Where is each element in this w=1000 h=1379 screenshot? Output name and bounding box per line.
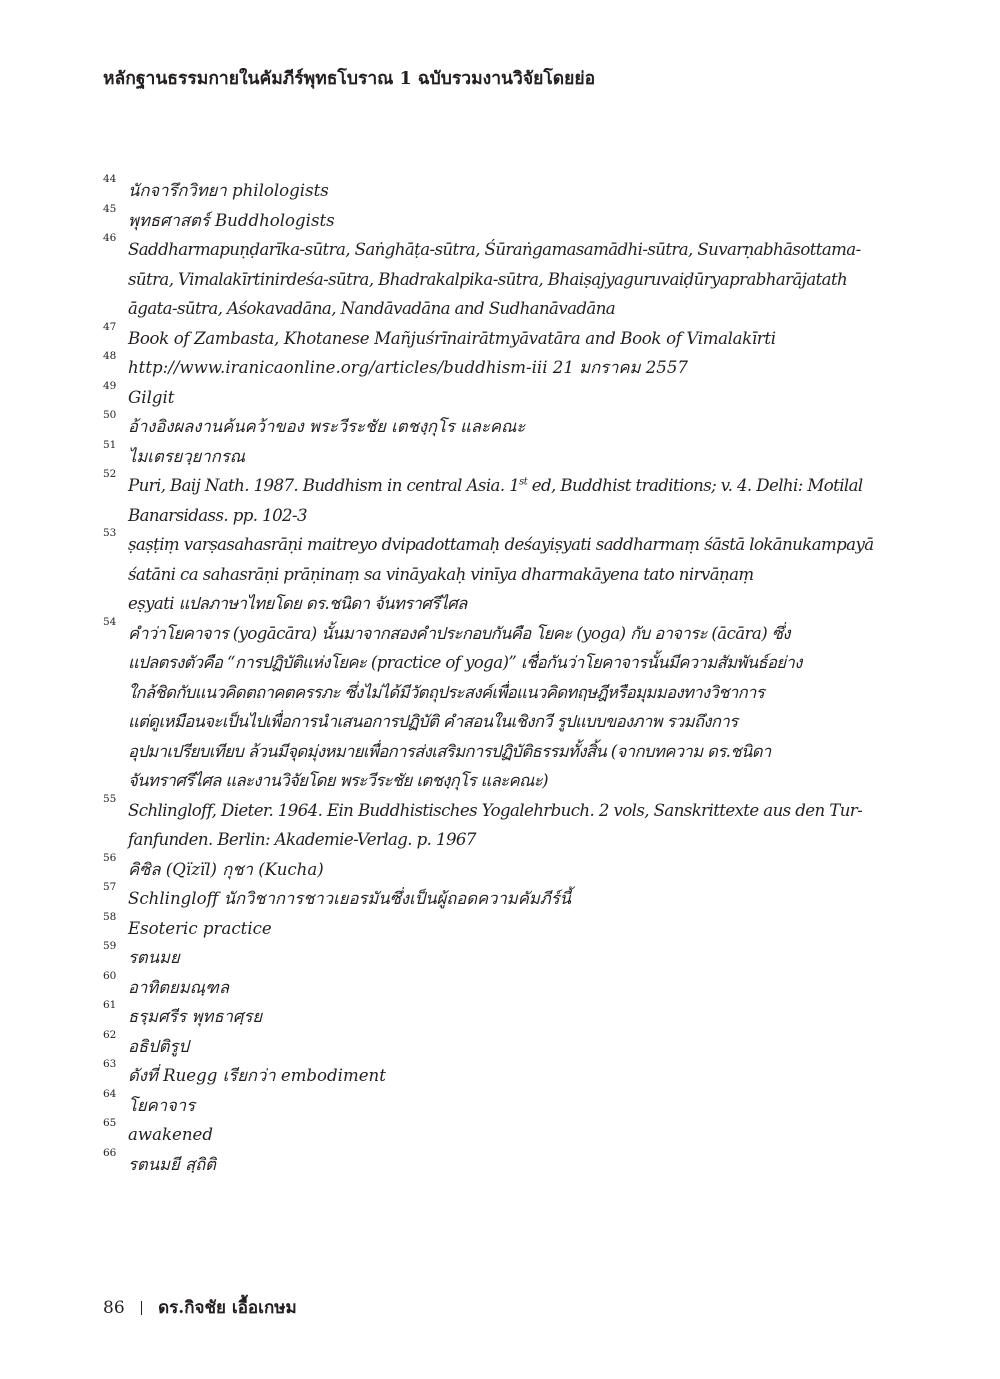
footnote-number: 45 xyxy=(103,202,117,215)
page-footer xyxy=(103,1294,297,1321)
footnote-line xyxy=(128,471,865,501)
footnote-line: ไมเตรยวฺยากรณ xyxy=(128,446,246,466)
footnote-line: อธิปติรูป xyxy=(128,1036,189,1056)
footnote-45 xyxy=(103,202,865,236)
footnote-48 xyxy=(103,350,865,383)
footnotes-list xyxy=(103,173,874,1179)
footer-divider xyxy=(141,1301,143,1315)
footnote-56 xyxy=(103,851,865,885)
footnote-number: 48 xyxy=(103,350,117,362)
footnote-52 xyxy=(103,468,865,530)
footnote-54 xyxy=(103,615,865,796)
footnote-text: Puri, Baij Nath. 1987. Buddhism in central Asia. 1 xyxy=(128,476,520,495)
footnote-line: sūtra, Vimalakīrtinirdeśa-sūtra, Bhadrakalpika-sūtra, Bhaiṣajyaguruvaiḍūryaprabharājatath xyxy=(128,269,848,289)
footnote-53 xyxy=(103,527,874,619)
footnote-51 xyxy=(103,438,865,472)
footnote-number: 64 xyxy=(103,1087,117,1100)
footnote-60 xyxy=(103,969,865,1003)
footnote-line: Esoteric practice xyxy=(128,918,272,938)
footnote-46 xyxy=(103,232,865,324)
footnote-line: Saddharmapuṇḍarīka-sūtra, Saṅghāṭa-sūtra, Śūraṅgamasamādhi-sūtra, Suvarṇabhāsottama- xyxy=(128,240,861,259)
footnote-number: 56 xyxy=(103,851,117,864)
footnote-number: 57 xyxy=(103,881,117,893)
footnote-number: 60 xyxy=(103,969,117,982)
footnote-line: ṣaṣṭiṃ varṣasahasrāṇi maitreyo dvipadottamaḥ deśayiṣyati saddharmaṃ śāstā lokānukampayā xyxy=(128,535,874,554)
footnote-number: 58 xyxy=(103,910,117,923)
footnote-line: นักจารึกวิทยา philologists xyxy=(128,181,329,200)
footnote-line: eṣyati แปลภาษาไทยโดย ดร.ชนิดา จันทราศรีไศล xyxy=(128,594,467,613)
footnote-line: รตนมย xyxy=(128,948,180,967)
footnote-66 xyxy=(103,1146,865,1180)
footnote-number: 46 xyxy=(103,232,117,244)
footnote-number: 54 xyxy=(103,615,117,628)
footnote-number: 63 xyxy=(103,1058,117,1070)
footnote-number: 53 xyxy=(103,527,117,539)
footnote-line: คิซิล (Qïzïl) กุชา (Kucha) xyxy=(128,859,324,879)
footnote-line: อุปมาเปรียบเทียบ ล้วนมีจุดมุ่งหมายเพื่อการส่งเสริมการปฏิบัติธรรมทั้งสิ้น (จากบทความ ดร.ชนิดา xyxy=(128,741,771,761)
footnote-line: Gilgit xyxy=(128,387,175,407)
running-header: หลักฐานธรรมกายในคัมภีร์พุทธโบราณ 1 ฉบับรวมงานวิจัยโดยย่อ xyxy=(103,69,596,89)
footnote-line: Schlingloff นักวิชาการชาวเยอรมันซึ่งเป็นผู้ถอดความคัมภีร์นี้ xyxy=(128,889,571,908)
footnote-line: awakened xyxy=(128,1125,213,1144)
footnote-49 xyxy=(103,379,865,413)
footnote-number: 47 xyxy=(103,320,117,333)
footnote-line: จันทราศรีไศล และงานวิจัยโดย พระวีระชัย เตชงฺกุโร และคณะ) xyxy=(128,771,548,790)
footnote-line: รตนมยี สฺถิติ xyxy=(128,1154,216,1174)
footnote-line: อ้างอิงผลงานค้นคว้าของ พระวีระชัย เตชงฺกุโร และคณะ xyxy=(128,417,526,436)
footnote-line: śatāni ca sahasrāṇi prāṇinaṃ sa vināyakaḥ vinīya dharmakāyena tato nirvāṇaṃ xyxy=(128,564,754,584)
footnote-number: 49 xyxy=(103,379,117,392)
footnote-number: 62 xyxy=(103,1028,117,1041)
footnote-59 xyxy=(103,940,865,973)
footnote-line: แต่ดูเหมือนจะเป็นไปเพื่อการนำเสนอการปฏิบัติ คำสอนในเชิงกวี รูปแบบของภาพ รวมถึงการ xyxy=(128,712,738,731)
footnote-line: Schlingloff, Dieter. 1964. Ein Buddhistisches Yogalehrbuch. 2 vols, Sanskrittexte aus den Tur- xyxy=(128,800,863,820)
footnote-line: ดังที่ Ruegg เรียกว่า embodiment xyxy=(128,1066,386,1085)
footnote-number: 50 xyxy=(103,409,117,421)
footnote-47 xyxy=(103,320,865,354)
footnote-number: 66 xyxy=(103,1146,117,1159)
footnote-line: Book of Zambasta, Khotanese Mañjuśrīnairātmyāvatāra and Book of Vimalakīrti xyxy=(128,328,776,348)
footnote-number: 52 xyxy=(103,468,117,480)
ordinal-suffix: st xyxy=(519,476,528,488)
footnote-58 xyxy=(103,910,865,944)
footnote-line: fanfunden. Berlin: Akademie-Verlag. p. 1967 xyxy=(128,830,476,849)
footnote-number: 59 xyxy=(103,940,117,952)
footnote-line: ธรฺมศรีร พุทธาศฺรย xyxy=(128,1007,263,1026)
footnote-65 xyxy=(103,1117,865,1150)
footnote-line: โยคาจาร xyxy=(128,1095,196,1115)
footnote-number: 55 xyxy=(103,792,117,805)
footnote-61 xyxy=(103,999,865,1032)
footnote-number: 44 xyxy=(103,173,117,185)
footnote-57 xyxy=(103,881,865,914)
footnote-44 xyxy=(103,173,865,206)
footnote-62 xyxy=(103,1028,865,1062)
footnote-50 xyxy=(103,409,865,442)
footnote-number: 51 xyxy=(103,438,117,451)
footnote-line: แปลตรงตัวคือ “การปฏิบัติแห่งโยคะ (practice of yoga)” เชื่อกันว่าโยคาจารนั้นมีความสัมพันธ์อย่าง xyxy=(128,653,802,672)
footnote-line: http://www.iranicaonline.org/articles/buddhism-iii 21 มกราคม 2557 xyxy=(128,358,688,377)
footnote-64 xyxy=(103,1087,865,1121)
footnote-number: 61 xyxy=(103,999,117,1011)
page-number: 86 xyxy=(103,1297,125,1318)
author-name: ดร.กิจชัย เอื้อเกษม xyxy=(158,1298,297,1318)
footnote-line: Banarsidass. pp. 102-3 xyxy=(128,505,307,525)
footnote-line: คำว่าโยคาจาร (yogācāra) นั้นมาจากสองคำประกอบกันคือ โยคะ (yoga) กับ อาจาระ (ācāra) ซึ่ง xyxy=(128,623,790,643)
footnote-line: พุทธศาสตร์ Buddhologists xyxy=(128,210,335,230)
footnote-63 xyxy=(103,1058,865,1091)
footnote-line: อาทิตยมณฺฑล xyxy=(128,977,229,997)
footnote-number: 65 xyxy=(103,1117,117,1129)
footnote-55 xyxy=(103,792,865,855)
footnote-text: ed, Buddhist traditions; v. 4. Delhi: Motilal xyxy=(527,476,863,495)
footnote-line: ใกล้ชิดกับแนวคิดตถาคตครรภะ ซึ่งไม่ได้มีวัตถุประสงค์เพื่อแนวคิดทฤษฎีหรือมุมมองทางวิชาการ xyxy=(128,682,765,702)
footnote-line: āgata-sūtra, Aśokavadāna, Nandāvadāna and Sudhanāvadāna xyxy=(128,299,616,318)
